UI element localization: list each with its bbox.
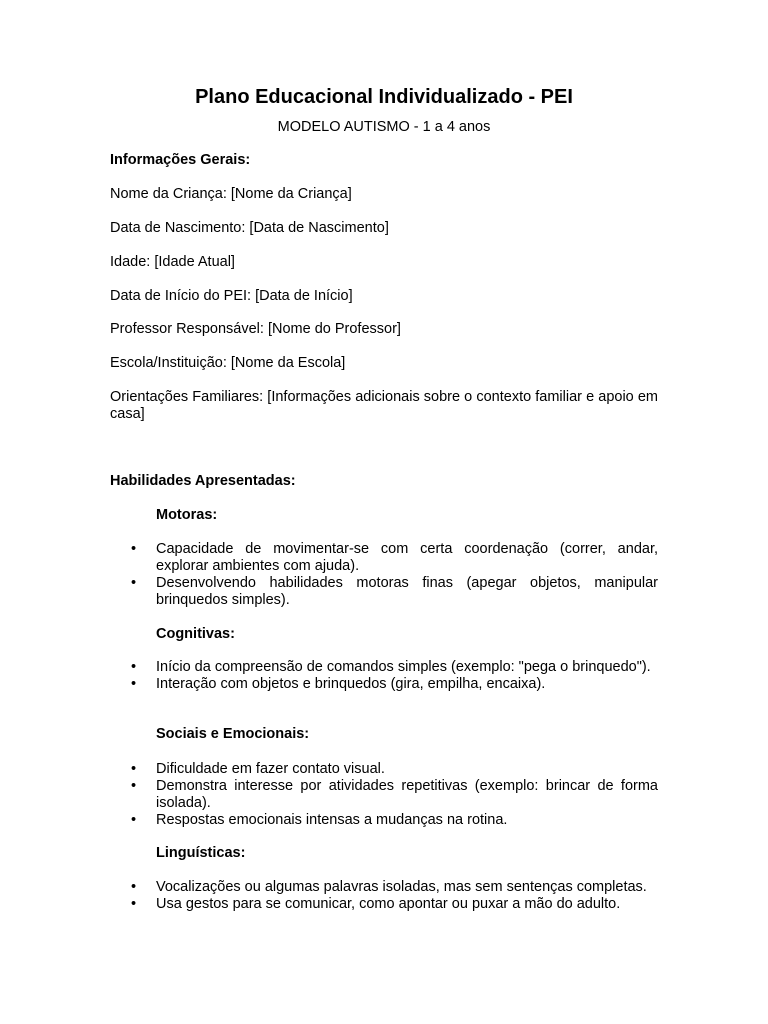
list-item-text: Dificuldade em fazer contato visual. [156,761,385,777]
section-title-motor: Motoras: [156,507,218,523]
bullet-icon: • [131,896,137,912]
list-item [110,659,658,676]
section-title-linguistic: Linguísticas: [156,845,246,861]
bullet-icon: • [131,541,137,557]
document-title: Plano Educacional Individualizado - PEI [195,86,573,108]
section-title-social-emotional: Sociais e Emocionais: [156,726,310,742]
list-item-text: Demonstra interesse por atividades repetitivas (exemplo: brincar de forma isolada). [156,778,658,811]
bullet-icon: • [131,879,137,895]
document-subtitle: MODELO AUTISMO - 1 a 4 anos [277,119,491,135]
field-child-name: Nome da Criança: [Nome da Criança] [110,186,352,202]
bullet-icon: • [131,575,137,591]
field-pei-start-date: Data de Início do PEI: [Data de Início] [110,288,353,304]
list-item-text: Interação com objetos e brinquedos (gira, empilha, encaixa). [156,676,546,692]
motor-skills-list [110,541,658,609]
field-birth-date: Data de Nascimento: [Data de Nascimento] [110,220,389,236]
social-emotional-skills-list [110,761,658,829]
bullet-icon: • [131,761,137,777]
list-item-text: Vocalizações ou algumas palavras isoladas, mas sem sentenças completas. [156,879,647,895]
list-item [110,676,658,693]
list-item-text: Capacidade de movimentar-se com certa coordenação (correr, andar, explorar ambientes com ajuda). [156,541,658,574]
skills-heading: Habilidades Apresentadas: [110,473,296,489]
bullet-icon: • [131,659,137,675]
list-item [110,761,658,778]
section-title-cognitive: Cognitivas: [156,626,235,642]
list-item [110,812,658,829]
list-item [110,575,658,609]
linguistic-skills-list [110,879,658,913]
list-item [110,896,658,913]
list-item-text: Início da compreensão de comandos simples (exemplo: "pega o brinquedo"). [156,659,651,675]
list-item-text: Respostas emocionais intensas a mudanças na rotina. [156,812,508,828]
field-teacher: Professor Responsável: [Nome do Professor] [110,321,401,337]
list-item [110,541,658,575]
field-school: Escola/Instituição: [Nome da Escola] [110,355,346,371]
bullet-icon: • [131,676,137,692]
bullet-icon: • [131,778,137,794]
field-age: Idade: [Idade Atual] [110,254,235,270]
field-family-guidance: Orientações Familiares: [Informações adicionais sobre o contexto familiar e apoio em casa] [110,389,658,422]
list-item [110,778,658,812]
list-item-text: Usa gestos para se comunicar, como apontar ou puxar a mão do adulto. [156,896,621,912]
bullet-icon: • [131,812,137,828]
list-item-text: Desenvolvendo habilidades motoras finas (apegar objetos, manipular brinquedos simples). [156,575,658,608]
cognitive-skills-list [110,659,658,693]
list-item [110,879,658,896]
general-info-heading: Informações Gerais: [110,152,251,168]
